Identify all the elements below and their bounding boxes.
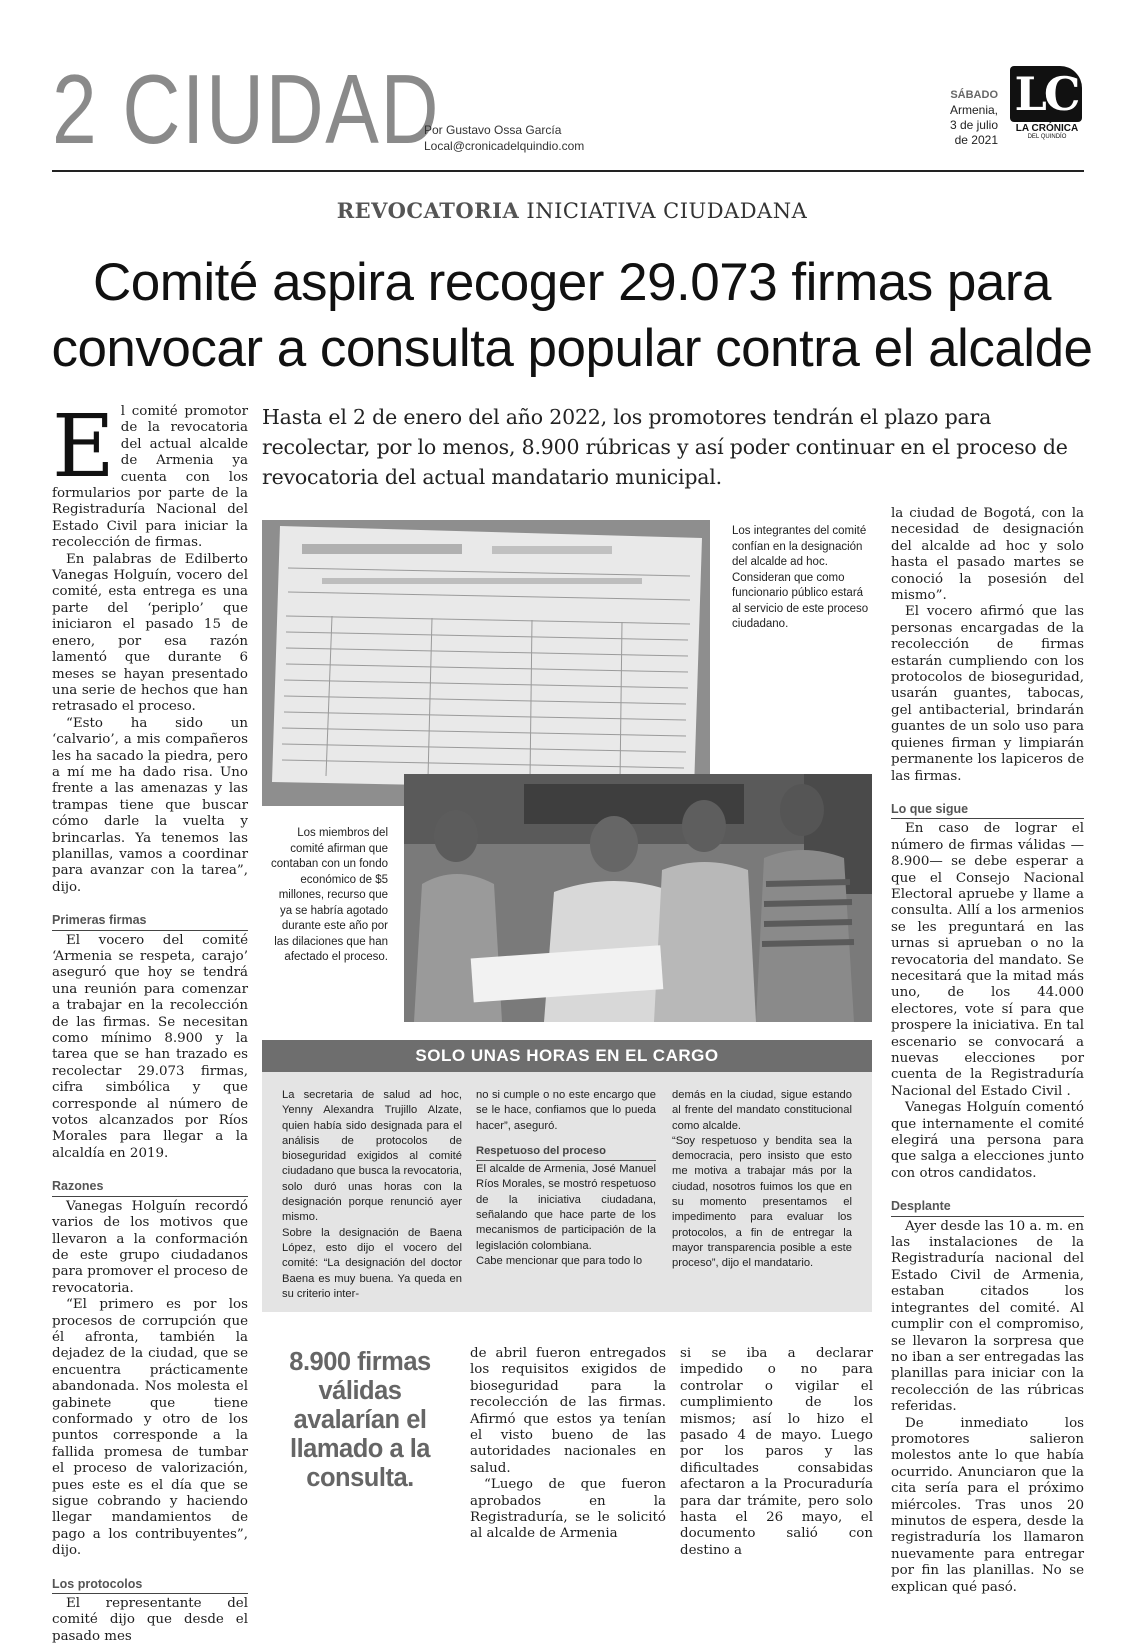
pull-quote: 8.900 firmas válidas avalarían el llamado a la consulta.: [289, 1348, 431, 1492]
sidebar-paragraph: Cabe mencionar que para todo lo: [476, 1254, 643, 1267]
section-name: CIUDAD: [122, 54, 441, 164]
author: Por Gustavo Ossa García: [424, 123, 562, 137]
article-deck: Hasta el 2 de enero del año 2022, los promotores tendrán el plazo para recolectar, por lo menos, 8.900 rúbricas y así poder continuar en el proceso de revocatoria del actual mandatario municipal.: [262, 405, 1068, 489]
kicker-bold: REVOCATORIA: [336, 198, 520, 223]
sidebar-paragraph: El alcalde de Armenia, José Manuel Ríos Morales, se mostró respetuoso de la iniciativa ciudadana, señalando que hace parte de los mecanismos de participación de la legislación colombiana.: [476, 1163, 656, 1252]
logo-mark: LC: [1010, 66, 1082, 122]
right-paragraph: De inmediato los promotores salieron molestos ante lo que había ocurrido. Anunciaron que la cita sería para el próximo miércoles. Tras unos 20 minutos de espera, desde la registraduría los llamaron nuevamente para entregar por fin las planillas. No se explican qué pasó.: [891, 1415, 1084, 1595]
subhead-desplante: Desplante: [891, 1198, 1084, 1216]
left-paragraph: l comité promotor de la revocatoria del actual alcalde de Armenia ya cuenta con los formularios por parte de la Registraduría Nacional del Estado Civil para iniciar la recolección de firmas.: [52, 404, 248, 551]
subhead-primeras-firmas: Primeras firmas: [52, 912, 248, 930]
article-headline: [20, 250, 1124, 382]
body-column-bottom-3: [680, 1346, 873, 1559]
form-illustration: [262, 520, 710, 806]
dateline-city: Armenia,: [949, 103, 998, 117]
photo-signature-form: [262, 520, 710, 806]
header-divider: [52, 170, 1084, 172]
right-paragraph: Vanegas Holguín comentó que internamente el comité elegirá una persona para que salga a elecciones junto con otros candidatos.: [891, 1100, 1084, 1181]
right-paragraph: la ciudad de Bogotá, con la necesidad de designación del alcalde ad hoc y solo hasta el pasado martes se conoció la posesión del mismo”.: [891, 506, 1084, 604]
subhead-los-protocolos: Los protocolos: [52, 1576, 248, 1594]
headline-line-1: Comité aspira recoger 29.073 firmas para: [92, 253, 1051, 312]
bottom-paragraph: si se iba a declarar impedido o no para controlar o vigilar el cumplimiento de los mismos; así lo hizo el pasado 4 de mayo. Luego por los paros y las dificultades consabidas afectaron a la Procuraduría para dar trámite, pero solo hasta el 26 mayo, el documento salió con destino a: [680, 1346, 873, 1558]
right-paragraph: Ayer desde las 10 a. m. en las instalaciones de la Registraduría nacional del Estado Civil de Armenia, estaban citados los integrantes del comité. Al cumplir con el compromiso, se llevaron la sorpresa que no iban a ser entregadas las planillas para iniciar con la recolección de las rúbricas referidas.: [891, 1218, 1084, 1415]
left-paragraph: El representante del comité dijo que desde el pasado mes: [52, 1596, 248, 1644]
photo-caption-group: Los miembros del comité afirman que contaban con un fondo económico de $5 millones, recurso que ya se habría agotado durante este año por las dilaciones que han afectado el proceso.: [270, 827, 388, 963]
sidebar-box: [262, 1040, 872, 1312]
article-kicker: [0, 198, 1144, 223]
sidebar-subhead: Respetuoso del proceso: [476, 1144, 656, 1161]
left-paragraph: El vocero del comité ‘Armenia se respeta, carajo’ aseguró que hoy se tendrá una reunión para comenzar a trabajar en la recolección de las firmas. Se necesitan como mínimo 8.900 y la tarea que se han trazado es recolectar 29.073 firmas, cifra simbólica y que corresponde al número de votos alcanzados por Ríos Morales para llegar a la alcaldía en 2019.: [52, 932, 248, 1161]
sidebar-paragraph: Sobre la designación de Baena López, esto dijo el vocero del comité: “La designación del doctor Baena es muy buena. Ya queda en su criterio inter-: [282, 1226, 462, 1300]
sidebar-title: SOLO UNAS HORAS EN EL CARGO: [415, 1046, 719, 1065]
sidebar-column-1: [282, 1088, 462, 1302]
sidebar-paragraph: demás en la ciudad, sigue estando al frente del mandato constitucional como alcalde.: [672, 1089, 852, 1132]
left-paragraph: En palabras de Edilberto Vanegas Holguín, vocero del comité, esta entrega es una parte del ‘periplo’ que iniciaron el pasado 15 de enero, por esa razón lamentó que durante 6 meses se hayan presentado una serie de hechos que han retrasado el proceso.: [52, 551, 248, 715]
photo-caption-form: Los integrantes del comité confían en la designación del alcalde ad hoc. Consideran que como funcionario público estará al servicio de este proceso ciudadano.: [732, 525, 869, 630]
group-illustration: [404, 774, 872, 1022]
dateline-date-2: de 2021: [954, 133, 998, 147]
sidebar-paragraph: La secretaria de salud ad hoc, Yenny Alexandra Trujillo Alzate, quien había sido designada para el análisis de protocolos de bioseguridad exigidos al comité ciudadano que busca la revocatoria, solo duró unas horas con la designación porque renunció ayer mismo.: [282, 1089, 462, 1224]
newspaper-logo: [1010, 66, 1084, 141]
sidebar-column-3: [672, 1088, 852, 1272]
section-title: [52, 54, 441, 164]
kicker-rest: INICIATIVA CIUDADANA: [519, 199, 808, 223]
logo-name: LA CRÓNICA: [1015, 123, 1079, 134]
dateline: [930, 88, 998, 148]
drop-cap: E: [52, 397, 115, 497]
byline: [424, 122, 584, 154]
subhead-razones: Razones: [52, 1178, 248, 1196]
body-column-left: [52, 397, 248, 1645]
right-paragraph: El vocero afirmó que las personas encargadas de la recolección de firmas estarán cumpliendo con los protocolos de bioseguridad, usarán guantes, tabocas, gel antibacterial, brindarán guantes de un solo uso para quienes firman y limpiarán permanente los lapiceros de las firmas.: [891, 604, 1084, 784]
dateline-date-1: 3 de julio: [949, 118, 998, 132]
left-paragraph: Vanegas Holguín recordó varios de los motivos que llevaron a la conformación de este grupo ciudadanos para promover el proceso de revocatoria.: [52, 1198, 248, 1296]
right-paragraph: En caso de lograr el número de firmas válidas —8.900— se debe esperar a que el Consejo Nacional Electoral apruebe y llame a consulta. Allí a los armenios se les preguntará en las urnas si aprueban o no la revocatoria del mandato. Se necesitará que la mitad más uno, de los 44.000 electores, vote sí para que prospere la iniciativa. En tal escenario se convocará a nuevas elecciones por cuenta de la Registraduría Nacional del Estado Civil .: [891, 821, 1084, 1099]
sidebar-paragraph: “Soy respetuoso y bendita sea la democracia, pero insisto que esto me motiva a trabajar más por la ciudad, nosotros fuimos los que en su momento presentamos el impedimento para evaluar los protocolos, a fin de entregar la mayor transparencia posible a este proceso”, dijo el mandatario.: [672, 1134, 852, 1270]
sidebar-paragraph: no si cumple o no este encargo que se le hace, confiamos que lo pueda hacer”, aseguró.: [476, 1089, 656, 1132]
bottom-paragraph: “Luego de que fueron aprobados en la Registraduría, se le solicitó al alcalde de Armenia: [470, 1477, 666, 1542]
subhead-lo-que-sigue: Lo que sigue: [891, 801, 1084, 819]
bottom-paragraph: de abril fueron entregados los requisitos exigidos de bioseguridad para la recolección de las firmas. Afirmó que estos ya tenían el visto bueno de las autoridades nacionales en salud.: [470, 1346, 666, 1476]
body-column-bottom-2: [470, 1346, 666, 1543]
logo-subtitle: DEL QUINDÍO: [1027, 134, 1067, 140]
photo-committee-members: [404, 774, 872, 1022]
author-email[interactable]: Local@cronicadelquindio.com: [424, 139, 585, 153]
body-column-right: [891, 506, 1084, 1596]
left-paragraph: “El primero es por los procesos de corrupción que él afronta, también la dejadez de la ciudad, que se encuentra prácticamente abandonada. Nos molesta el gabinete que tiene conformado y otro de los puntos corresponde a la fallida promesa de tumbar el proceso de valorización, pues este es el día que se sigue cobrando y haciendo llegar mandamientos de pago a los contribuyentes”, dijo.: [52, 1297, 248, 1559]
left-paragraph: “Esto ha sido un ‘calvario’, a mis compañeros les ha sacado la piedra, pero a mí me ha dado risa. Uno frente a las amenazas y las trampas tiene que buscar cómo darle la vuelta y brincarlas. Ya tenemos las planillas, vamos a coordinar para avanzar con la tarea”, dijo.: [52, 715, 248, 895]
headline-line-2: convocar a consulta popular contra el alcalde: [51, 319, 1093, 378]
section-number: 2: [52, 54, 99, 164]
sidebar-column-2: [476, 1088, 656, 1269]
dateline-day: SÁBADO: [950, 89, 998, 101]
